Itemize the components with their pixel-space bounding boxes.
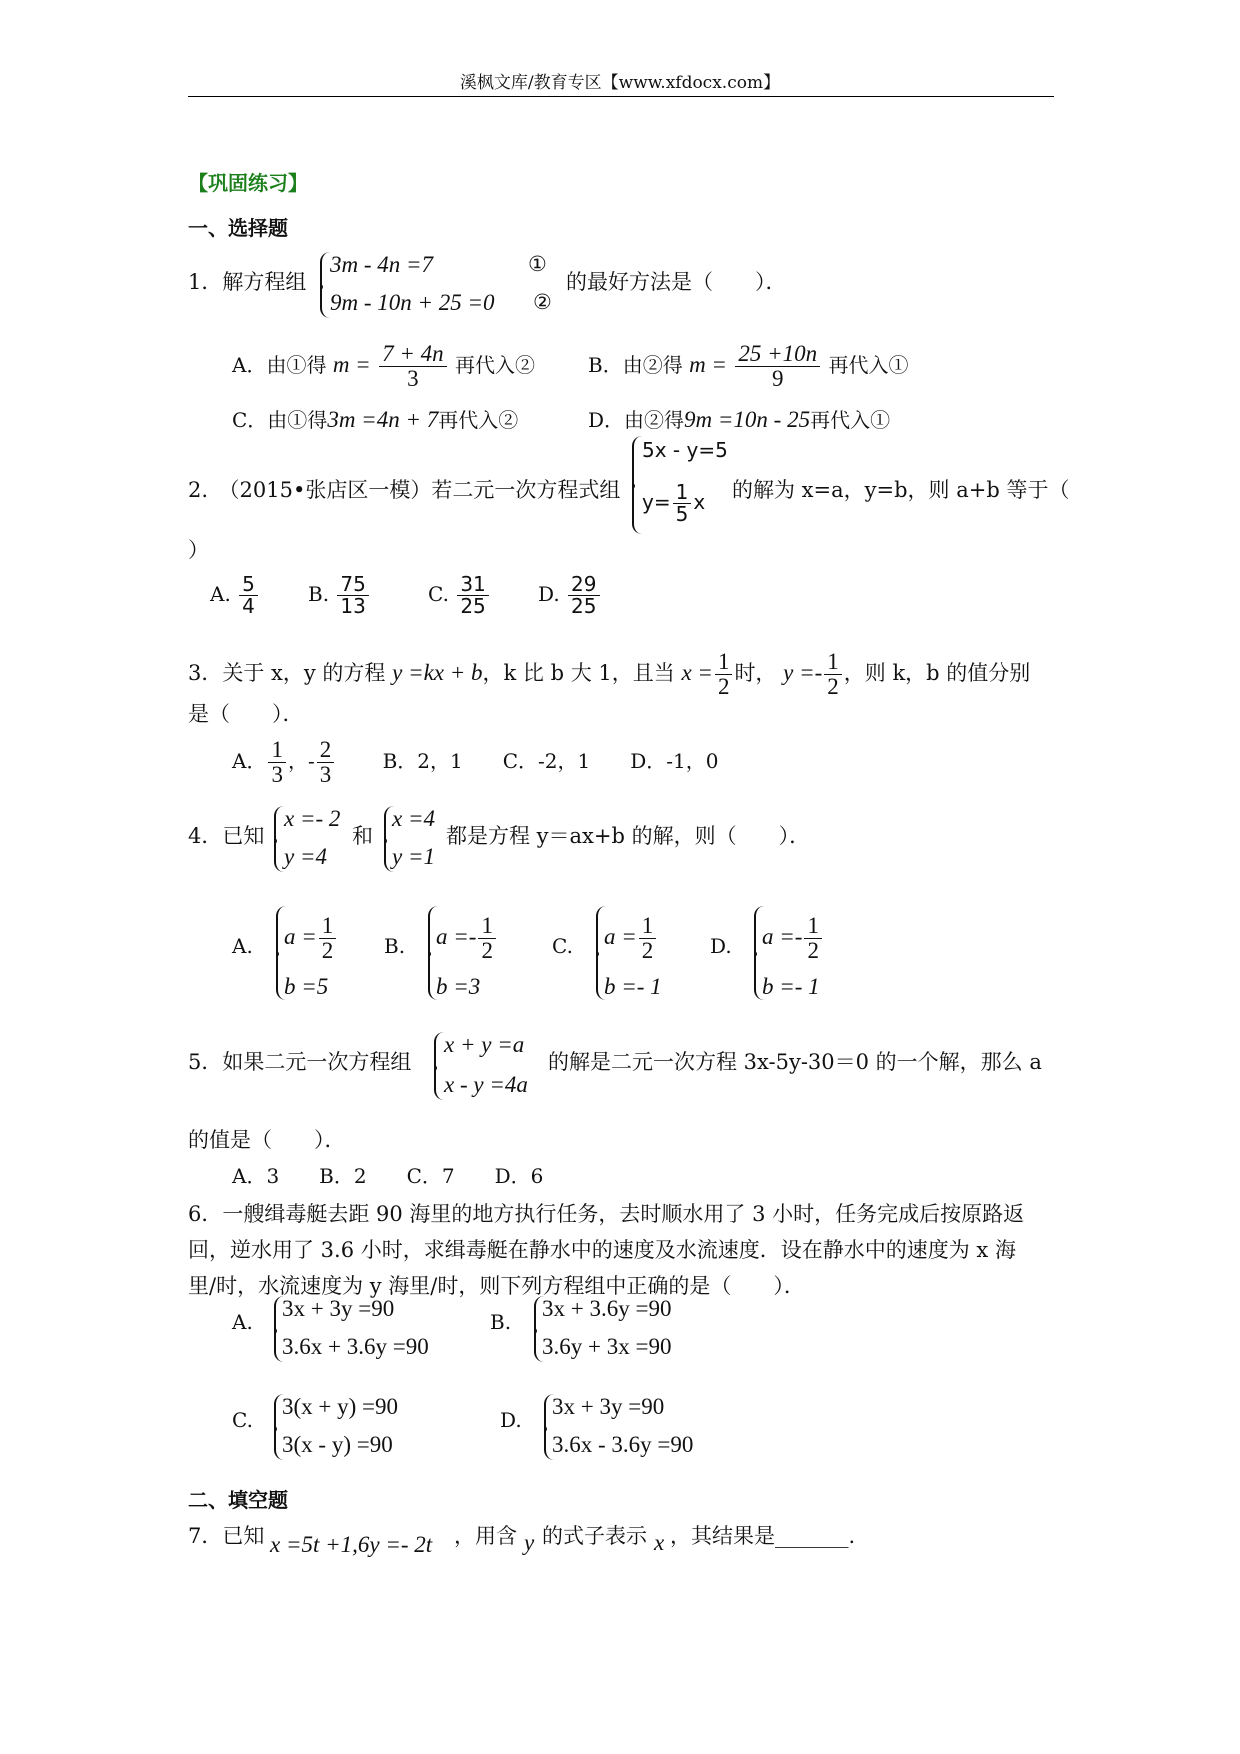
- q7-mid1: ，用含: [454, 1524, 517, 1548]
- q2-option-c: [428, 574, 491, 617]
- q6-option-a-eq2: 3.6x + 3.6y =90: [282, 1334, 429, 1359]
- q5-eq1: x + y =a: [444, 1032, 525, 1057]
- q4-option-d-num: 1: [804, 914, 822, 939]
- q1-option-c-tail: 再代入②: [438, 408, 519, 432]
- q3-y-num: 1: [824, 650, 842, 675]
- q1-option-a-fraction: [379, 342, 447, 391]
- q6-option-a-eq1: 3x + 3y =90: [282, 1296, 395, 1321]
- q2-option-a: [210, 574, 260, 617]
- q4-set1-eq2: y =4: [284, 844, 327, 869]
- q1-option-a: [232, 342, 535, 391]
- q5-line2: 的值是（ ）．: [188, 1128, 346, 1152]
- q4-option-b-label: B.: [384, 934, 406, 958]
- q3-text2: ，k 比 b 大 1，且当: [482, 661, 675, 686]
- q4-set1-eq1: x =- 2: [284, 806, 341, 831]
- q3-a2-num: 2: [317, 738, 335, 763]
- q1-option-a-den: 3: [407, 366, 419, 392]
- q3-option-a-fraction1: [268, 738, 286, 787]
- q2-eq2-tail: x: [693, 490, 706, 514]
- section-title: 【巩固练习】: [188, 171, 308, 195]
- q3-y-eq: y =-: [783, 660, 823, 686]
- q3-options: [232, 738, 718, 787]
- q3-x-eq: x =: [681, 660, 713, 686]
- q2-option-b-num: 75: [337, 574, 368, 596]
- q2-option-a-den: 4: [242, 594, 255, 618]
- q2-option-b-den: 13: [340, 594, 366, 618]
- q1-option-b: [588, 342, 908, 391]
- q5-options: A．3 B．2 C．7 D．6: [232, 1164, 544, 1188]
- q1-option-b-fraction: [735, 342, 820, 391]
- q2-option-c-den: 25: [460, 594, 486, 618]
- q3-a1-den: 3: [271, 762, 283, 788]
- q2-suffix: 的解为 x=a，y=b，则 a+b 等于（: [732, 478, 1070, 502]
- q4-option-a-den: 2: [321, 938, 334, 964]
- q3-line2: 是（ ）．: [188, 702, 304, 726]
- q4-option-a-fraction: [319, 914, 337, 963]
- q4-option-c-fraction: [639, 914, 657, 963]
- q4-option-b-b: b =3: [436, 974, 481, 999]
- q3-a1-num: 1: [268, 738, 286, 763]
- q4-option-a-num: 1: [319, 914, 337, 939]
- q2-option-d-num: 29: [568, 574, 599, 596]
- q7-mid2: 的式子表示: [542, 1524, 647, 1548]
- q1-mark2: ②: [533, 290, 552, 314]
- q4-option-b-den: 2: [481, 938, 493, 964]
- q4-brace-1: [274, 806, 284, 872]
- q5-brace: [434, 1032, 444, 1100]
- q1-option-b-tail: 再代入①: [828, 353, 909, 378]
- q4-option-a-label: A.: [232, 934, 253, 958]
- q2-option-c-label: C.: [428, 582, 449, 606]
- q4-option-c-a-lhs: a =: [604, 923, 637, 949]
- q5-suffix: 的解是二元一次方程 3x-5y-30＝0 的一个解，那么 a: [548, 1050, 1042, 1074]
- q2-eq2-fraction: [673, 482, 692, 525]
- q6-option-b-eq1: 3x + 3.6y =90: [542, 1296, 672, 1321]
- q3-equation: y =kx + b: [392, 660, 483, 686]
- q2-option-d: [538, 574, 602, 617]
- q3-line1: [188, 650, 1030, 699]
- q6-line1: 6．一艘缉毒艇去距 90 海里的地方执行任务，去时顺水用了 3 小时，任务完成后按原路返: [188, 1202, 1025, 1226]
- q2-option-b: [308, 574, 371, 617]
- q2-option-d-fraction: [568, 574, 599, 617]
- q1-option-d: [588, 404, 890, 433]
- q4-option-d-a-lhs: a =-: [762, 923, 803, 949]
- q2-eq2-den: 5: [675, 502, 689, 526]
- q6-option-c-eq2: 3(x - y) =90: [282, 1432, 393, 1457]
- q3-a2-den: 3: [319, 762, 332, 788]
- q6-option-d-eq1: 3x + 3y =90: [552, 1394, 665, 1419]
- q2-eq2-lhs: y=: [642, 490, 671, 514]
- q3-x-fraction: [715, 650, 733, 699]
- q1-suffix: 的最好方法是（ ）．: [566, 270, 787, 294]
- q3-option-a-fraction2: [317, 738, 335, 787]
- q7-var-x: x: [654, 1530, 665, 1555]
- q2-brace: [632, 436, 642, 534]
- header-divider: [188, 96, 1054, 97]
- q4-option-a-a: [284, 914, 338, 963]
- q6-option-b-label: B.: [490, 1310, 512, 1334]
- q1-option-d-label: D．由②得: [588, 408, 685, 432]
- q2-prefix: 2. （2015•张店区一模）若二元一次方程式组: [188, 478, 621, 502]
- q2-option-a-fraction: [239, 574, 258, 617]
- q4-option-b-a: [436, 914, 498, 963]
- q1-option-d-tail: 再代入①: [810, 408, 891, 432]
- q5-prefix: 5．如果二元一次方程组: [188, 1050, 412, 1074]
- q4-and: 和: [352, 824, 373, 848]
- q7-suffix: ，其结果是_______.: [670, 1524, 856, 1548]
- q1-option-b-label: B．由②得: [588, 353, 683, 378]
- q4-option-b-num: 1: [478, 914, 496, 939]
- q1-option-a-label: A．由①得: [232, 353, 327, 378]
- q4-option-a-a-lhs: a =: [284, 923, 317, 949]
- q1-option-a-lhs: m =: [332, 352, 371, 378]
- q7-var-y: y: [524, 1530, 535, 1555]
- q4-option-b-a-lhs: a =-: [436, 923, 477, 949]
- q3-x-den: 2: [717, 674, 730, 700]
- page-header: 溪枫文库/教育专区【www.xfdocx.com】: [459, 73, 781, 93]
- q4-option-d-fraction: [804, 914, 822, 963]
- q1-option-b-num: 25 +10n: [735, 342, 820, 367]
- q4-option-d-b: b =- 1: [762, 974, 820, 999]
- q3-text4: ，则 k，b 的值分别: [843, 661, 1031, 686]
- q2-option-d-label: D.: [538, 582, 560, 606]
- q1-option-d-expr: 9m =10n - 25: [684, 407, 811, 432]
- q2-option-b-fraction: [337, 574, 368, 617]
- q4-option-c-b: b =- 1: [604, 974, 662, 999]
- q6-option-d-eq2: 3.6x - 3.6y =90: [552, 1432, 694, 1457]
- q1-prefix: 1．解方程组: [188, 270, 307, 294]
- q4-suffix: 都是方程 y＝ax+b 的解，则（ ）．: [446, 824, 811, 848]
- q3-options-rest: B．2，1 C．-2，1 D．-1，0: [382, 749, 719, 774]
- q4-option-b-fraction: [478, 914, 496, 963]
- q3-x-num: 1: [715, 650, 733, 675]
- q3-option-a-label: A．: [232, 749, 267, 774]
- q4-option-c-a: [604, 914, 658, 963]
- q1-eq2: 9m - 10n + 25 =0: [330, 290, 495, 315]
- q2-eq1: 5x - y=5: [642, 438, 728, 462]
- q7-prefix: 7．已知: [188, 1524, 265, 1548]
- q2-option-d-den: 25: [571, 594, 597, 618]
- q3-text1: 3．关于 x，y 的方程: [188, 661, 386, 686]
- q3-y-den: 2: [827, 674, 839, 700]
- q4-option-d-den: 2: [807, 938, 819, 964]
- q6-option-a-label: A.: [232, 1310, 253, 1334]
- q1-eq1: 3m - 4n =7: [330, 252, 434, 277]
- q4-option-c-num: 1: [639, 914, 657, 939]
- q1-brace: [320, 252, 330, 318]
- q1-option-c: [232, 404, 518, 433]
- q1-option-b-den: 9: [771, 366, 784, 392]
- q7-expression: x =5t +1,6y =- 2t: [270, 1532, 433, 1557]
- q4-option-d-label: D.: [710, 934, 732, 958]
- part1-title: 一、选择题: [188, 216, 288, 240]
- q1-option-a-tail: 再代入②: [454, 353, 535, 378]
- q1-option-a-num: 7 + 4n: [379, 342, 447, 367]
- q1-mark1: ①: [528, 252, 547, 276]
- q6-option-c-label: C.: [232, 1408, 253, 1432]
- q2-option-b-label: B.: [308, 582, 330, 606]
- q3-y-fraction: [824, 650, 842, 699]
- q6-option-d-label: D.: [500, 1408, 522, 1432]
- q1-option-b-lhs: m =: [689, 352, 727, 378]
- q6-option-b-eq2: 3.6y + 3x =90: [542, 1334, 672, 1359]
- q2-option-a-num: 5: [239, 574, 258, 596]
- q3-text3: 时，: [734, 661, 777, 686]
- q4-prefix: 4．已知: [188, 824, 265, 848]
- q1-option-c-label: C．由①得: [232, 408, 328, 432]
- q4-option-d-a: [762, 914, 824, 963]
- q4-set2-eq1: x =4: [392, 806, 435, 831]
- q2-eq2: [642, 482, 705, 525]
- q6-line3: 里/时，水流速度为 y 海里/时，则下列方程组中正确的是（ ）．: [188, 1274, 805, 1298]
- q5-eq2: x - y =4a: [444, 1072, 528, 1097]
- q2-close: ）: [188, 538, 209, 562]
- q2-option-c-fraction: [457, 574, 488, 617]
- q2-option-c-num: 31: [457, 574, 488, 596]
- q4-option-c-den: 2: [641, 938, 654, 964]
- q4-option-a-b: b =5: [284, 974, 329, 999]
- q1-option-c-expr: 3m =4n + 7: [327, 407, 439, 432]
- q3-option-a-sep: ，-: [287, 749, 315, 774]
- q4-option-c-label: C.: [552, 934, 573, 958]
- q4-set2-eq2: y =1: [392, 844, 435, 869]
- q2-option-a-label: A.: [210, 582, 231, 606]
- part2-title: 二、填空题: [188, 1488, 288, 1512]
- q6-line2: 回，逆水用了 3.6 小时，求缉毒艇在静水中的速度及水流速度．设在静水中的速度为 x 海: [188, 1238, 1016, 1262]
- q6-option-c-eq1: 3(x + y) =90: [282, 1394, 399, 1419]
- q2-eq2-num: 1: [673, 482, 692, 504]
